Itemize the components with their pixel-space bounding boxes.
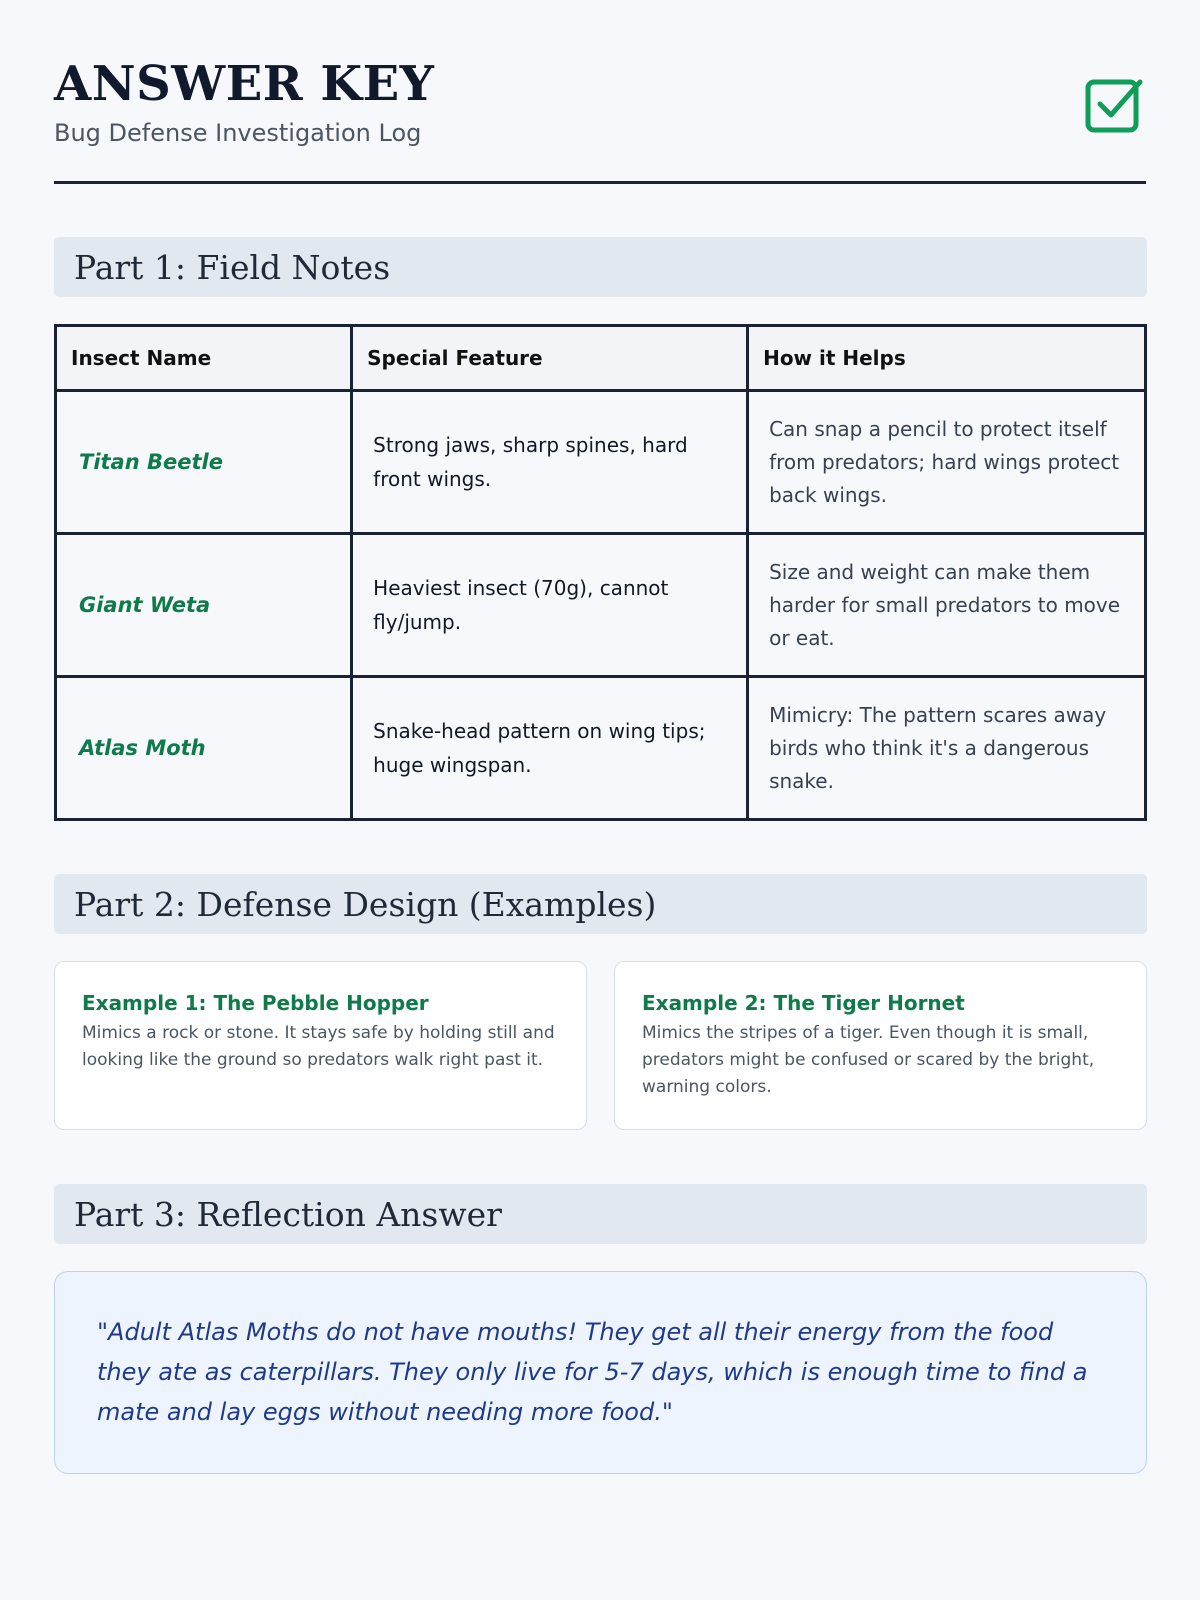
how-it-helps-cell: Mimicry: The pattern scares away birds who think it's a dangerous snake. (748, 677, 1146, 820)
field-notes-table (54, 324, 1147, 821)
example-card (614, 961, 1147, 1130)
table-header-row (56, 326, 1146, 391)
column-header-special-feature: Special Feature (352, 326, 748, 391)
page-subtitle: Bug Defense Investigation Log (54, 119, 422, 147)
table-row (56, 677, 1146, 820)
example-card (54, 961, 587, 1130)
insect-name-cell: Giant Weta (56, 534, 352, 677)
example-body: Mimics the stripes of a tiger. Even though it is small, predators might be confused or scared by the bright, warning colors. (642, 1023, 1095, 1097)
special-feature-cell: Heaviest insect (70g), cannot fly/jump. (352, 534, 748, 677)
page-title: ANSWER KEY (54, 56, 435, 112)
how-it-helps-cell: Can snap a pencil to protect itself from predators; hard wings protect back wings. (748, 391, 1146, 534)
insect-name-cell: Atlas Moth (56, 677, 352, 820)
table-row (56, 391, 1146, 534)
section-title: Part 2: Defense Design (Examples) (74, 884, 657, 924)
how-it-helps-cell: Size and weight can make them harder for small predators to move or eat. (748, 534, 1146, 677)
insect-name-cell: Titan Beetle (56, 391, 352, 534)
section-heading-part3 (54, 1184, 1147, 1244)
example-title: Example 2: The Tiger Hornet (642, 991, 965, 1015)
section-title: Part 1: Field Notes (74, 247, 391, 287)
reflection-answer-text: "Adult Atlas Moths do not have mouths! They get all their energy from the food they ate as caterpillars. They only live for 5-7 days, which is enough time to find a mate and lay eggs without needing more food." (97, 1318, 1088, 1426)
table-row (56, 534, 1146, 677)
reflection-answer-box (54, 1271, 1147, 1474)
example-title: Example 1: The Pebble Hopper (82, 991, 429, 1015)
checkbox-checked-icon (1084, 74, 1144, 134)
special-feature-cell: Strong jaws, sharp spines, hard front wings. (352, 391, 748, 534)
example-body: Mimics a rock or stone. It stays safe by holding still and looking like the ground so predators walk right past it. (82, 1023, 555, 1070)
column-header-insect-name: Insect Name (56, 326, 352, 391)
section-heading-part1 (54, 237, 1147, 297)
section-title: Part 3: Reflection Answer (74, 1194, 502, 1234)
section-heading-part2 (54, 874, 1147, 934)
special-feature-cell: Snake-head pattern on wing tips; huge wingspan. (352, 677, 748, 820)
column-header-how-it-helps: How it Helps (748, 326, 1146, 391)
page-header (54, 0, 1146, 184)
